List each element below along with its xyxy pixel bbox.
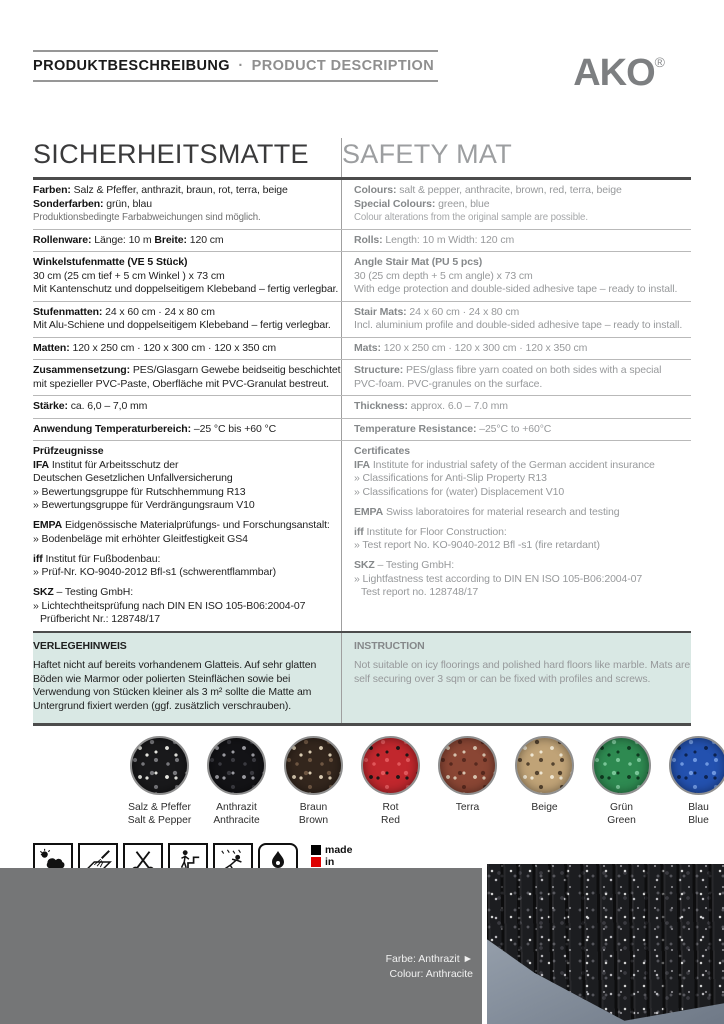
- text-line: Winkelstufenmatte (VE 5 Stück): [33, 256, 188, 268]
- title-cell-de: [33, 138, 341, 177]
- text-line: 30 cm (25 cm tief + 5 cm Winkel ) x 73 cm: [33, 269, 225, 282]
- text-line: Mit Alu-Schiene und doppelseitigem Klebeband – fertig verlegbar.: [33, 319, 331, 331]
- text-line: PVC-foam. PVC-granules on the surface.: [354, 377, 543, 390]
- table-row: [33, 337, 691, 360]
- table-row: [33, 418, 691, 441]
- footer: [0, 864, 724, 1024]
- swatch-label-de: Grün: [610, 802, 633, 813]
- text-line: Test report no. 128748/17: [361, 586, 479, 598]
- swatch-label-de: Terra: [455, 802, 480, 813]
- text-line: Thickness: approx. 6.0 – 7.0 mm: [354, 400, 508, 412]
- header-separator: ·: [238, 58, 244, 74]
- row-cell-en: [341, 180, 691, 229]
- flag-black-stripe: [311, 845, 321, 855]
- colour-swatch-row: [33, 736, 709, 827]
- text-line: » Classifications for (water) Displacement V10: [354, 485, 565, 498]
- header-title-block: [33, 50, 438, 82]
- caption-line-de: Farbe: Anthrazit ►: [385, 953, 473, 965]
- row-cell-en: [341, 360, 691, 395]
- instruction-cell-en: [341, 633, 691, 724]
- header-title-en: PRODUCT DESCRIPTION: [251, 58, 435, 74]
- made-in-text: in: [325, 855, 335, 868]
- granule-sample-image: [515, 736, 574, 795]
- colour-swatch: [280, 736, 347, 827]
- table-row: [33, 180, 691, 229]
- swatch-label-de: Braun: [299, 802, 328, 813]
- spec-rows: [33, 180, 691, 631]
- text-line: Farben: Salz & Pfeffer, anthrazit, braun, rot, terra, beige: [33, 184, 288, 196]
- product-photo: [487, 864, 724, 1024]
- row-cell-en: [341, 419, 691, 441]
- text-line: Sonderfarben: grün, blau: [33, 197, 152, 210]
- instruction-body-de: Haftet nicht auf bereits vorhandenem Glatteis. Auf sehr glatten Böden wie Marmor oder polierten Steinflächen sowie bei Verwendung von Stücken kleiner als 3 m² sollte die Matte am Untergrund fixiert werden (ggf. zusätzlich verschrauben).: [33, 659, 317, 712]
- granule-sample-image: [438, 736, 497, 795]
- ako-logo: [573, 46, 665, 94]
- mat-texture: [487, 864, 724, 1024]
- text-line: SKZ – Testing GmbH:: [354, 559, 455, 571]
- instruction-row: [33, 631, 691, 727]
- text-line: 30 (25 cm depth + 5 cm angle) x 73 cm: [354, 269, 533, 282]
- colour-swatch: [665, 736, 724, 827]
- swatch-label-de: Rot: [382, 802, 399, 813]
- text-line: Deutschen Gesetzlichen Unfallversicherung: [33, 472, 233, 484]
- row-cell-en: [341, 396, 691, 418]
- text-line: Mit Kantenschutz und doppelseitigem Klebeband – fertig verlegbar.: [33, 283, 339, 295]
- swatch-label-en: Salt & Pepper: [127, 814, 192, 826]
- table-row: [33, 395, 691, 418]
- photo-caption: [386, 952, 473, 981]
- text-line: Structure: PES/glass fibre yarn coated on both sides with a special: [354, 364, 662, 376]
- row-cell-en: [341, 441, 691, 631]
- text-line: Stair Mats: 24 x 60 cm · 24 x 80 cm: [354, 305, 520, 318]
- title-row: [33, 138, 691, 180]
- instruction-body-en: Not suitable on icy floorings and polished hard floors like marble. Mats are self securing over 3 sqm or can be fixed with profiles and screws.: [354, 659, 691, 685]
- colour-swatch: [588, 736, 655, 827]
- row-cell-en: [341, 252, 691, 301]
- made-in-text: made: [325, 843, 353, 856]
- text-line: » Bodenbeläge mit erhöhter Gleitfestigkeit GS4: [33, 532, 248, 545]
- text-line: mit spezieller PVC-Paste, Oberfläche mit PVC-Granulat bestreut.: [33, 377, 329, 390]
- text-line: » Test report No. KO-9040-2012 Bfl -s1 (fire retardant): [354, 539, 600, 551]
- text-line: Stärke: ca. 6,0 – 7,0 mm: [33, 400, 148, 412]
- text-line: » Bewertungsgruppe für Verdrängungsraum V10: [33, 499, 255, 511]
- row-cell-en: [341, 338, 691, 360]
- text-line: » Classifications for Anti-Slip Property R13: [354, 472, 547, 484]
- text-line: » Bewertungsgruppe für Rutschhemmung R13: [33, 485, 246, 498]
- granule-sample-image: [592, 736, 651, 795]
- instruction-cell-de: [33, 633, 341, 724]
- text-line: » Prüf-Nr. KO-9040-2012 Bfl-s1 (schwerentflammbar): [33, 566, 277, 578]
- header-title-de: PRODUKTBESCHREIBUNG: [33, 58, 230, 74]
- swatch-label-de: Beige: [531, 802, 558, 813]
- row-cell-de: [33, 180, 341, 229]
- text-line: Anwendung Temperaturbereich: –25 °C bis +60 °C: [33, 422, 277, 435]
- text-line: Incl. aluminium profile and double-sided adhesive tape – ready to install.: [354, 319, 683, 331]
- colour-swatch: [203, 736, 270, 827]
- table-row: [33, 440, 691, 631]
- text-line: Special Colours: green, blue: [354, 197, 490, 210]
- text-line: Prüfzeugnisse: [33, 445, 104, 457]
- colour-swatch: [434, 736, 501, 827]
- caption-line-en: Colour: Anthracite: [389, 967, 473, 980]
- text-line: EMPA Swiss laboratoires for material research and testing: [354, 505, 620, 518]
- text-line: Colour alterations from the original sample are possible.: [354, 212, 588, 223]
- text-line: Colours: salt & pepper, anthracite, brown, red, terra, beige: [354, 184, 622, 196]
- row-cell-en: [341, 302, 691, 337]
- colour-swatch: [357, 736, 424, 827]
- text-line: With edge protection and double-sided adhesive tape – ready to install.: [354, 283, 678, 295]
- text-line: Stufenmatten: 24 x 60 cm · 24 x 80 cm: [33, 305, 215, 318]
- granule-sample-image: [130, 736, 189, 795]
- registered-mark-icon: ®: [654, 54, 665, 70]
- row-cell-de: [33, 360, 341, 395]
- row-cell-de: [33, 419, 341, 441]
- row-cell-de: [33, 396, 341, 418]
- row-cell-de: [33, 338, 341, 360]
- text-line: SKZ – Testing GmbH:: [33, 586, 134, 598]
- text-line: Zusammensetzung: PES/Glasgarn Gewebe beidseitig beschichtet: [33, 364, 341, 376]
- text-line: IFA Institute for industrial safety of the German accident insurance: [354, 458, 655, 471]
- text-line: Produktionsbedingte Farbabweichungen sind möglich.: [33, 212, 261, 223]
- swatch-label-en: Red: [381, 814, 400, 826]
- granule-sample-image: [361, 736, 420, 795]
- swatch-label-de: Anthrazit: [216, 802, 257, 813]
- instruction-title-en: INSTRUCTION: [354, 639, 425, 652]
- swatch-label-de: Salz & Pfeffer: [128, 802, 191, 813]
- text-line: Rolls: Length: 10 m Width: 120 cm: [354, 233, 515, 246]
- row-cell-de: [33, 441, 341, 631]
- row-cell-de: [33, 302, 341, 337]
- table-row: [33, 229, 691, 252]
- table-row: [33, 359, 691, 395]
- title-cell-en: [341, 138, 691, 177]
- row-cell-en: [341, 230, 691, 252]
- made-in-row: [311, 844, 371, 855]
- text-line: Rollenware: Länge: 10 m Breite: 120 cm: [33, 233, 224, 246]
- ako-logo-text: AKO: [573, 52, 655, 94]
- text-line: Mats: 120 x 250 cm · 120 x 300 cm · 120 x 350 cm: [354, 341, 588, 354]
- text-line: » Lightfastness test according to DIN EN ISO 105-B06:2004-07: [354, 572, 643, 585]
- text-line: Angle Stair Mat (PU 5 pcs): [354, 256, 483, 268]
- text-line: Certificates: [354, 445, 410, 457]
- spec-sheet: [33, 138, 709, 880]
- colour-swatch: [126, 736, 193, 827]
- text-line: IFA Institut für Arbeitsschutz der: [33, 458, 179, 471]
- text-line: Prüfbericht Nr.: 128748/17: [40, 613, 160, 625]
- granule-sample-image: [284, 736, 343, 795]
- granule-sample-image: [207, 736, 266, 795]
- swatch-label-en: Brown: [298, 814, 329, 826]
- text-line: iff Institute for Floor Construction:: [354, 525, 507, 538]
- swatch-label-en: Green: [607, 814, 636, 826]
- text-line: iff Institut für Fußbodenbau:: [33, 552, 161, 565]
- product-title-de: SICHERHEITSMATTE: [33, 139, 309, 169]
- text-line: Matten: 120 x 250 cm · 120 x 300 cm · 120 x 350 cm: [33, 341, 277, 354]
- text-line: EMPA Eidgenössische Materialprüfungs- und Forschungsanstalt:: [33, 519, 330, 531]
- table-row: [33, 301, 691, 337]
- page-header: [33, 50, 691, 94]
- row-cell-de: [33, 252, 341, 301]
- text-line: Temperature Resistance: –25°C to +60°C: [354, 422, 552, 435]
- row-cell-de: [33, 230, 341, 252]
- product-title-en: SAFETY MAT: [342, 139, 513, 169]
- footer-panel: [0, 868, 482, 1024]
- swatch-label-en: Blue: [688, 814, 709, 826]
- granule-sample-image: [669, 736, 724, 795]
- table-row: [33, 251, 691, 301]
- instruction-title-de: VERLEGEHINWEIS: [33, 639, 127, 652]
- swatch-label-de: Blau: [688, 802, 709, 813]
- text-line: » Lichtechtheitsprüfung nach DIN EN ISO 105-B06:2004-07: [33, 599, 306, 612]
- colour-swatch: [511, 736, 578, 827]
- swatch-label-en: Anthracite: [213, 814, 260, 826]
